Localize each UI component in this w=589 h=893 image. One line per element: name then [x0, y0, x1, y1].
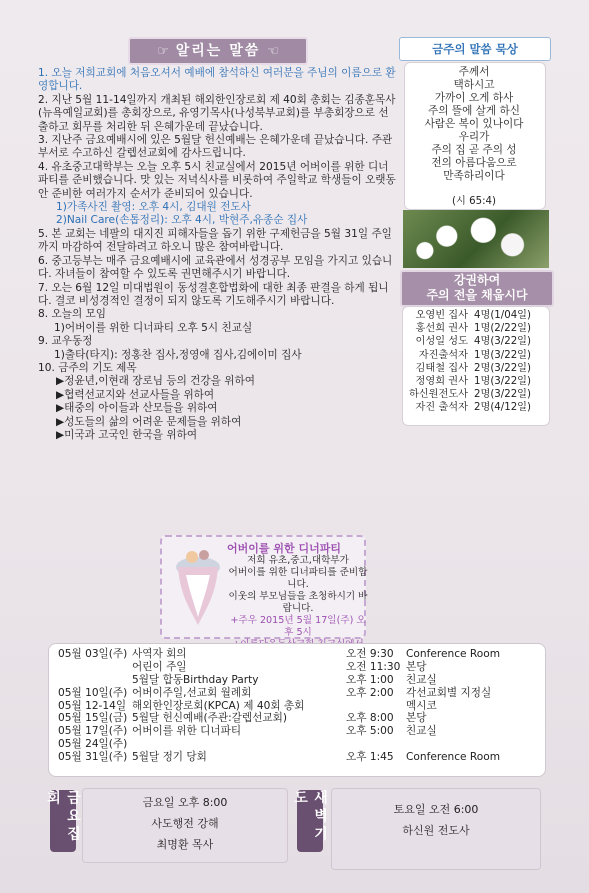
prayer-item: ▶협력선교지와 선교사들을 위하여 [56, 388, 215, 401]
announcement-item: 3. 지난주 금요예배시에 있은 5월달 헌신예배는 은혜가운데 끝났습니다. 주관부서로 수고하신 갈렙선교회에 감사드립니다. [38, 134, 393, 160]
announcement-item: 1. 오늘 저희교회에 처음오셔서 예배에 참석하신 여러분을 주님의 이름으로 환영합니다. [38, 67, 396, 93]
schedule-time: 오후 5:00 [346, 725, 394, 738]
verse-line: 주의 집 곧 주의 성 [431, 144, 517, 156]
schedule-date: 05월 17일(주) [58, 725, 128, 738]
schedule-place: 각선교회별 지정실 [406, 686, 492, 699]
schedule-date: 05월 12-14일 [58, 699, 127, 712]
verse-line: 주의 뜰에 살게 하신 [428, 105, 520, 117]
schedule-time: 오후 1:00 [346, 673, 394, 686]
schedule-place: 본당 [406, 660, 427, 673]
schedule-event: 5월달 합동Birthday Party [132, 673, 259, 686]
friday-topic: 사도행전 강해 [151, 817, 219, 830]
announcement-subitem: 1)가족사진 촬영: 오후 4시, 김대원 전도사 [56, 201, 251, 214]
announcement-item: 2. 지난 5월 11-14일까지 개최된 해외한인장로회 제 40회 총회는 김종훈목사(뉴욕예일교회)를 총회장으로, 유영기목사(나성북부교회)를 부총회장으로 선출하고 회무를 처리한 뒤 은혜가운데 끝났습니다. [38, 93, 396, 133]
flower-photo [403, 210, 549, 268]
attendance-row: 정영희 권사 1명(3/22일) [415, 376, 531, 388]
schedule-place: 멕시코 [406, 699, 437, 712]
dinner-line: 저희 유초,중고,대학부가 [247, 555, 349, 566]
attendance-heading-line2: 주의 전을 채웁시다 [426, 288, 528, 302]
announcements-list [38, 67, 396, 442]
schedule-row [58, 725, 544, 738]
attendance-heading-line1: 강권하여 [453, 273, 501, 287]
dawn-prayer-box [331, 788, 541, 870]
verse-line: 만족하리이다 [443, 170, 505, 182]
announcement-item: 5. 본 교회는 네팔의 대지진 피해자들을 돕기 위한 구제헌금을 5월 31일 주일까지 마감하여 전달하려고 하오니 많은 참여바랍니다. [38, 227, 392, 254]
schedule-date [58, 661, 132, 674]
schedule-row [58, 751, 544, 764]
friday-service-band: 금요집회 [50, 790, 76, 852]
prayer-item: ▶미국과 고국인 한국을 위하여 [56, 428, 198, 441]
schedule-place: 친교실 [406, 673, 437, 686]
announcement-item: 6. 중고등부는 매주 금요예배시에 교육관에서 성경공부 모임을 가지고 있습니다. 자녀들이 참여할 수 있도록 권면해주시기 바랍니다. [38, 254, 393, 281]
dinner-line: 어버이를 위한 디너파티를 준비합니다. [228, 567, 368, 590]
schedule-time: 오전 9:30 [346, 648, 394, 660]
attendance-row: 오영빈 집사 4명(1/04일) [415, 310, 531, 321]
announcement-item: 4. 유초중고대학부는 오늘 오후 5시 친교실에서 2015년 어버이를 위한 디너파티를 준비했습니다. 맛 있는 저녁식사를 비롯하여 주일학교 학생들이 오랫동안 준비한 여러가지 순서가 준비되어 있습니다. [38, 160, 396, 200]
schedule-place: 친교실 [406, 725, 437, 738]
schedule-time [346, 738, 406, 751]
schedule-time: 오후 2:00 [346, 686, 394, 699]
attendance-row: 자진출석자 1명(3/22일) [418, 349, 531, 361]
schedule-place: Conference Room [406, 751, 501, 764]
schedule-date [58, 674, 132, 687]
schedule-row [58, 674, 544, 687]
attendance-row: 홍선희 권사 1명(2/22일) [415, 323, 531, 335]
attendance-list [404, 309, 546, 415]
verse-reference: (시 65:4) [452, 196, 496, 207]
dawn-prayer-band: 새벽기도 [297, 790, 323, 852]
announcement-subitem: 2)Nail Care(손톱정리): 오후 4시, 박현주,유종순 집사 [56, 214, 308, 227]
attendance-heading [400, 270, 554, 307]
announcement-item: 7. 오는 6월 12일 미대법원이 동성결혼합법화에 대한 최종 판결을 하게 됩니다. 결코 비성경적인 결정이 되지 않도록 기도해주시기 바랍니다. [38, 281, 389, 307]
schedule-event: 해외한인장로회(KPCA) 제 40회 총회 [132, 699, 305, 712]
dinner-line: 이웃의 부모님들을 초청하시기 바랍니다. [228, 591, 368, 614]
verse-text [406, 66, 542, 183]
prayer-item: ▶태중의 아이들과 산모들을 위하여 [56, 402, 218, 415]
attendance-row: 자진 출석자 2명(4/12일) [415, 402, 531, 414]
prayer-item: ▶성도들의 삶의 어려운 문제들을 위하여 [56, 415, 242, 428]
schedule-time: 오후 1:45 [346, 751, 394, 764]
pointing-hand-left-icon: ☞ [157, 44, 169, 59]
dinner-detail: +주우 2015년 5월 17일(주) 오후 5시 [230, 615, 366, 638]
schedule-event: 사역자 회의 [132, 648, 187, 660]
schedule-event [132, 738, 346, 751]
verse-line: 택하시고 [453, 79, 495, 91]
dawn-time: 토요일 오전 6:00 [393, 803, 479, 816]
announcement-subitem: 1)출타(타지): 정홍찬 집사,정영애 집사,김에이미 집사 [54, 348, 302, 361]
attendance-row: 이성일 성도 4명(3/22일) [415, 336, 531, 348]
announcement-item: 9. 교우동정 [38, 335, 93, 348]
announcements-title [128, 37, 308, 65]
schedule-date: 05월 10일(주) [58, 686, 128, 699]
schedule-event: 어버이를 위한 디너파티 [132, 725, 242, 738]
schedule-time: 오후 8:00 [346, 712, 394, 725]
friday-service-box [82, 788, 288, 863]
dinner-party-title: 어버이를 위한 디너파티 [227, 542, 341, 555]
schedule-event: 어버이주일,선교회 월례회 [132, 686, 252, 699]
verse-line: 전의 아름다움으로 [431, 157, 517, 169]
schedule-date: 05월 31일(주) [58, 751, 128, 764]
caring-hands-logo [172, 545, 224, 627]
attendance-row: 하신원전도사 2명(3/22일) [408, 389, 531, 401]
schedule-date: 05월 15일(금) [58, 712, 128, 725]
schedule-row [58, 712, 544, 725]
dawn-leader: 하신원 전도사 [402, 824, 470, 837]
schedule-row [58, 700, 544, 713]
schedule-row [58, 687, 544, 700]
schedule-place: 본당 [406, 712, 427, 725]
schedule-event: 5월달 헌신예배(주관:갈렙선교회) [132, 712, 287, 725]
prayer-item: ▶정윤년,이현래 장로님 등의 건강을 위하여 [56, 375, 255, 388]
announcement-item: 10. 금주의 기도 제목 [38, 361, 137, 374]
schedule-event: 5월달 정기 당회 [132, 751, 207, 764]
announcement-item: 8. 오늘의 모임 [38, 308, 107, 321]
pointing-hand-right-icon: ☜ [267, 44, 279, 59]
friday-time: 금요일 오후 8:00 [142, 796, 228, 809]
schedule-event: 어린이 주일 [132, 660, 187, 673]
schedule-time [346, 700, 406, 713]
verse-line: 가까이 오게 하사 [434, 92, 514, 104]
schedule-row [58, 648, 544, 661]
schedule-date: 05월 03일(주) [58, 648, 128, 660]
schedule-row [58, 661, 544, 674]
announcement-subitem: 1)어버이를 위한 디너파티 오후 5시 친교실 [54, 321, 253, 334]
verse-line: 사람은 복이 있나이다 [424, 118, 524, 130]
announcements-title-text: 알리는 말씀 [175, 43, 261, 59]
verse-line: 우리가 [458, 131, 490, 143]
schedule-place: Conference Room [406, 648, 501, 660]
friday-speaker: 최명환 목사 [156, 838, 214, 851]
verse-line: 주께서 [458, 66, 490, 78]
attendance-row: 김태철 집사 2명(3/22일) [415, 362, 531, 374]
schedule-table [58, 648, 544, 764]
schedule-time: 오전 11:30 [346, 660, 401, 673]
verse-heading: 금주의 말씀 묵상 [399, 37, 551, 61]
schedule-row [58, 738, 544, 751]
schedule-date: 05월 24일(주) [58, 738, 128, 751]
